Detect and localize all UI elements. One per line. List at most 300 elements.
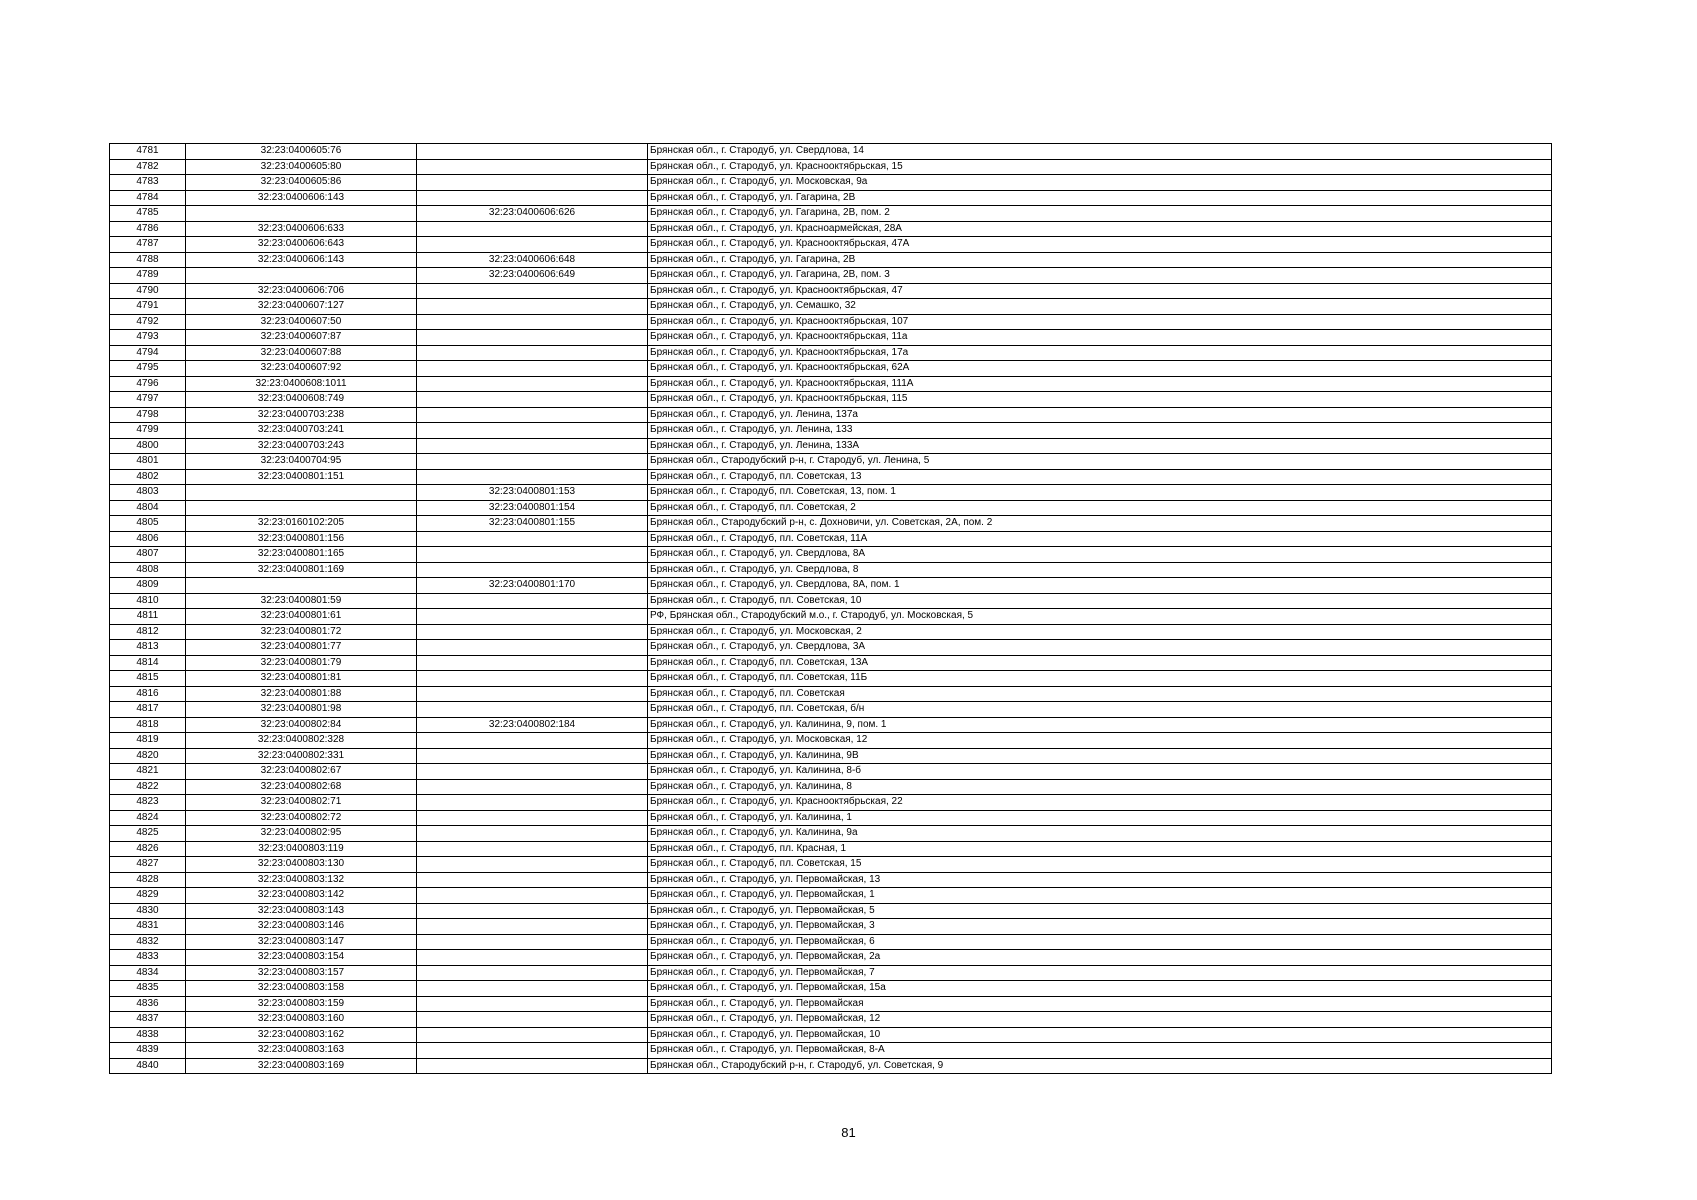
cadastral-number-cell: 32:23:0400607:127: [186, 299, 417, 315]
table-row: [110, 1012, 1552, 1028]
row-number-cell: 4797: [110, 392, 186, 408]
premises-cadastral-number-cell: [417, 655, 648, 671]
table-row: [110, 175, 1552, 191]
row-number-cell: 4785: [110, 206, 186, 222]
cadastral-number-cell: 32:23:0400801:61: [186, 609, 417, 625]
cadastral-number-cell: [186, 268, 417, 284]
address-cell: Брянская обл., г. Стародуб, ул. Краснооктябрьская, 47А: [648, 237, 1552, 253]
table-row: [110, 919, 1552, 935]
cadastral-number-cell: 32:23:0400703:243: [186, 438, 417, 454]
address-cell: Брянская обл., г. Стародуб, ул. Калинина, 9, пом. 1: [648, 717, 1552, 733]
table-row: [110, 826, 1552, 842]
premises-cadastral-number-cell: [417, 671, 648, 687]
table-row: [110, 810, 1552, 826]
cadastral-number-cell: 32:23:0400801:169: [186, 562, 417, 578]
premises-cadastral-number-cell: [417, 686, 648, 702]
cadastral-number-cell: 32:23:0400803:143: [186, 903, 417, 919]
row-number-cell: 4809: [110, 578, 186, 594]
row-number-cell: 4828: [110, 872, 186, 888]
cadastral-number-cell: 32:23:0400803:163: [186, 1043, 417, 1059]
cadastral-number-cell: 32:23:0400803:146: [186, 919, 417, 935]
premises-cadastral-number-cell: [417, 392, 648, 408]
table-row: [110, 934, 1552, 950]
premises-cadastral-number-cell: [417, 345, 648, 361]
premises-cadastral-number-cell: [417, 903, 648, 919]
cadastral-number-cell: 32:23:0400802:72: [186, 810, 417, 826]
row-number-cell: 4832: [110, 934, 186, 950]
table-row: [110, 717, 1552, 733]
cadastral-number-cell: 32:23:0400803:119: [186, 841, 417, 857]
address-cell: Брянская обл., г. Стародуб, ул. Первомайская, 1: [648, 888, 1552, 904]
premises-cadastral-number-cell: 32:23:0400801:153: [417, 485, 648, 501]
address-cell: Брянская обл., г. Стародуб, ул. Первомайская, 5: [648, 903, 1552, 919]
address-cell: Брянская обл., г. Стародуб, ул. Московская, 12: [648, 733, 1552, 749]
cadastral-number-cell: 32:23:0400801:79: [186, 655, 417, 671]
table-row: [110, 764, 1552, 780]
row-number-cell: 4839: [110, 1043, 186, 1059]
row-number-cell: 4800: [110, 438, 186, 454]
premises-cadastral-number-cell: [417, 1043, 648, 1059]
premises-cadastral-number-cell: 32:23:0400606:626: [417, 206, 648, 222]
row-number-cell: 4782: [110, 159, 186, 175]
row-number-cell: 4825: [110, 826, 186, 842]
address-cell: Брянская обл., г. Стародуб, ул. Краснооктябрьская, 115: [648, 392, 1552, 408]
premises-cadastral-number-cell: [417, 888, 648, 904]
premises-cadastral-number-cell: [417, 733, 648, 749]
premises-cadastral-number-cell: [417, 454, 648, 470]
address-cell: Брянская обл., г. Стародуб, пл. Советская, 11А: [648, 531, 1552, 547]
row-number-cell: 4792: [110, 314, 186, 330]
address-cell: Брянская обл., г. Стародуб, пл. Советская, 11Б: [648, 671, 1552, 687]
address-cell: Брянская обл., г. Стародуб, ул. Калинина, 8: [648, 779, 1552, 795]
row-number-cell: 4802: [110, 469, 186, 485]
premises-cadastral-number-cell: [417, 330, 648, 346]
cadastral-number-cell: 32:23:0400606:643: [186, 237, 417, 253]
premises-cadastral-number-cell: [417, 221, 648, 237]
cadastral-number-cell: 32:23:0400803:132: [186, 872, 417, 888]
table-row: [110, 686, 1552, 702]
premises-cadastral-number-cell: [417, 283, 648, 299]
row-number-cell: 4789: [110, 268, 186, 284]
cadastral-number-cell: 32:23:0160102:205: [186, 516, 417, 532]
cadastral-number-cell: 32:23:0400803:162: [186, 1027, 417, 1043]
premises-cadastral-number-cell: 32:23:0400606:648: [417, 252, 648, 268]
premises-cadastral-number-cell: [417, 190, 648, 206]
cadastral-number-cell: 32:23:0400607:87: [186, 330, 417, 346]
cadastral-number-cell: 32:23:0400607:88: [186, 345, 417, 361]
page-number: 81: [841, 1125, 856, 1140]
address-cell: Брянская обл., г. Стародуб, ул. Краснооктябрьская, 111А: [648, 376, 1552, 392]
cadastral-number-cell: 32:23:0400607:50: [186, 314, 417, 330]
premises-cadastral-number-cell: [417, 965, 648, 981]
cadastral-number-cell: 32:23:0400802:68: [186, 779, 417, 795]
cadastral-number-cell: [186, 578, 417, 594]
address-cell: Брянская обл., г. Стародуб, ул. Первомайская, 2а: [648, 950, 1552, 966]
row-number-cell: 4794: [110, 345, 186, 361]
row-number-cell: 4807: [110, 547, 186, 563]
row-number-cell: 4796: [110, 376, 186, 392]
cadastral-number-cell: 32:23:0400606:143: [186, 190, 417, 206]
row-number-cell: 4812: [110, 624, 186, 640]
row-number-cell: 4833: [110, 950, 186, 966]
table-row: [110, 206, 1552, 222]
cadastral-number-cell: 32:23:0400803:160: [186, 1012, 417, 1028]
cadastral-number-cell: 32:23:0400606:633: [186, 221, 417, 237]
premises-cadastral-number-cell: 32:23:0400801:154: [417, 500, 648, 516]
table-row: [110, 438, 1552, 454]
address-cell: Брянская обл., г. Стародуб, пл. Красная, 1: [648, 841, 1552, 857]
address-cell: Брянская обл., г. Стародуб, ул. Красноармейская, 28А: [648, 221, 1552, 237]
table-row: [110, 1043, 1552, 1059]
row-number-cell: 4811: [110, 609, 186, 625]
address-cell: Брянская обл., г. Стародуб, ул. Первомайская, 12: [648, 1012, 1552, 1028]
table-row: [110, 903, 1552, 919]
table-row: [110, 950, 1552, 966]
premises-cadastral-number-cell: [417, 175, 648, 191]
address-cell: Брянская обл., г. Стародуб, ул. Свердлова, 8: [648, 562, 1552, 578]
premises-cadastral-number-cell: [417, 469, 648, 485]
row-number-cell: 4818: [110, 717, 186, 733]
cadastral-number-cell: 32:23:0400801:81: [186, 671, 417, 687]
row-number-cell: 4815: [110, 671, 186, 687]
premises-cadastral-number-cell: [417, 376, 648, 392]
premises-cadastral-number-cell: [417, 1027, 648, 1043]
address-cell: Брянская обл., г. Стародуб, ул. Краснооктябрьская, 15: [648, 159, 1552, 175]
cadastral-number-cell: 32:23:0400801:88: [186, 686, 417, 702]
table-row: [110, 872, 1552, 888]
address-cell: Брянская обл., г. Стародуб, ул. Семашко, 32: [648, 299, 1552, 315]
registry-table: [109, 143, 1552, 1074]
row-number-cell: 4805: [110, 516, 186, 532]
premises-cadastral-number-cell: [417, 934, 648, 950]
address-cell: Брянская обл., г. Стародуб, пл. Советская, 13, пом. 1: [648, 485, 1552, 501]
table-row: [110, 981, 1552, 997]
cadastral-number-cell: [186, 206, 417, 222]
cadastral-number-cell: 32:23:0400704:95: [186, 454, 417, 470]
row-number-cell: 4810: [110, 593, 186, 609]
cadastral-number-cell: 32:23:0400801:59: [186, 593, 417, 609]
premises-cadastral-number-cell: [417, 593, 648, 609]
row-number-cell: 4793: [110, 330, 186, 346]
address-cell: Брянская обл., г. Стародуб, ул. Гагарина, 2В, пом. 3: [648, 268, 1552, 284]
premises-cadastral-number-cell: [417, 841, 648, 857]
cadastral-number-cell: 32:23:0400801:98: [186, 702, 417, 718]
premises-cadastral-number-cell: [417, 795, 648, 811]
address-cell: Брянская обл., г. Стародуб, ул. Краснооктябрьская, 22: [648, 795, 1552, 811]
premises-cadastral-number-cell: [417, 159, 648, 175]
address-cell: Брянская обл., г. Стародуб, ул. Калинина, 9В: [648, 748, 1552, 764]
cadastral-number-cell: 32:23:0400801:165: [186, 547, 417, 563]
row-number-cell: 4840: [110, 1058, 186, 1074]
address-cell: Брянская обл., г. Стародуб, пл. Советская, 13А: [648, 655, 1552, 671]
address-cell: Брянская обл., г. Стародуб, ул. Первомайская: [648, 996, 1552, 1012]
table-row: [110, 640, 1552, 656]
premises-cadastral-number-cell: [417, 981, 648, 997]
address-cell: Брянская обл., г. Стародуб, пл. Советская, б/н: [648, 702, 1552, 718]
address-cell: Брянская обл., г. Стародуб, ул. Калинина, 8-б: [648, 764, 1552, 780]
row-number-cell: 4804: [110, 500, 186, 516]
address-cell: Брянская обл., г. Стародуб, ул. Первомайская, 10: [648, 1027, 1552, 1043]
table-row: [110, 996, 1552, 1012]
address-cell: Брянская обл., г. Стародуб, пл. Советская: [648, 686, 1552, 702]
address-cell: Брянская обл., г. Стародуб, ул. Ленина, 133: [648, 423, 1552, 439]
cadastral-number-cell: 32:23:0400801:151: [186, 469, 417, 485]
address-cell: Брянская обл., Стародубский р-н, г. Стародуб, ул. Советская, 9: [648, 1058, 1552, 1074]
address-cell: Брянская обл., г. Стародуб, ул. Первомайская, 3: [648, 919, 1552, 935]
premises-cadastral-number-cell: [417, 361, 648, 377]
premises-cadastral-number-cell: [417, 872, 648, 888]
address-cell: Брянская обл., г. Стародуб, ул. Калинина, 1: [648, 810, 1552, 826]
premises-cadastral-number-cell: [417, 857, 648, 873]
premises-cadastral-number-cell: [417, 314, 648, 330]
cadastral-number-cell: [186, 485, 417, 501]
cadastral-number-cell: 32:23:0400803:157: [186, 965, 417, 981]
row-number-cell: 4831: [110, 919, 186, 935]
table-row: [110, 500, 1552, 516]
row-number-cell: 4813: [110, 640, 186, 656]
cadastral-number-cell: 32:23:0400803:158: [186, 981, 417, 997]
cadastral-number-cell: 32:23:0400605:76: [186, 144, 417, 160]
table-row: [110, 159, 1552, 175]
cadastral-number-cell: 32:23:0400803:159: [186, 996, 417, 1012]
cadastral-number-cell: 32:23:0400608:1011: [186, 376, 417, 392]
premises-cadastral-number-cell: [417, 950, 648, 966]
premises-cadastral-number-cell: 32:23:0400802:184: [417, 717, 648, 733]
table-row: [110, 562, 1552, 578]
row-number-cell: 4799: [110, 423, 186, 439]
row-number-cell: 4817: [110, 702, 186, 718]
table-row: [110, 624, 1552, 640]
row-number-cell: 4834: [110, 965, 186, 981]
cadastral-number-cell: 32:23:0400607:92: [186, 361, 417, 377]
row-number-cell: 4821: [110, 764, 186, 780]
premises-cadastral-number-cell: [417, 748, 648, 764]
table-row: [110, 702, 1552, 718]
row-number-cell: 4783: [110, 175, 186, 191]
cadastral-number-cell: 32:23:0400802:71: [186, 795, 417, 811]
address-cell: Брянская обл., г. Стародуб, ул. Первомайская, 8-А: [648, 1043, 1552, 1059]
row-number-cell: 4784: [110, 190, 186, 206]
table-row: [110, 268, 1552, 284]
premises-cadastral-number-cell: [417, 826, 648, 842]
table-row: [110, 392, 1552, 408]
table-row: [110, 190, 1552, 206]
table-row: [110, 314, 1552, 330]
table-row: [110, 531, 1552, 547]
premises-cadastral-number-cell: [417, 764, 648, 780]
row-number-cell: 4795: [110, 361, 186, 377]
cadastral-number-cell: 32:23:0400803:142: [186, 888, 417, 904]
table-row: [110, 593, 1552, 609]
premises-cadastral-number-cell: [417, 919, 648, 935]
address-cell: Брянская обл., г. Стародуб, ул. Первомайская, 15а: [648, 981, 1552, 997]
row-number-cell: 4829: [110, 888, 186, 904]
premises-cadastral-number-cell: [417, 144, 648, 160]
premises-cadastral-number-cell: [417, 1058, 648, 1074]
row-number-cell: 4827: [110, 857, 186, 873]
table-row: [110, 733, 1552, 749]
row-number-cell: 4816: [110, 686, 186, 702]
row-number-cell: 4788: [110, 252, 186, 268]
premises-cadastral-number-cell: [417, 423, 648, 439]
row-number-cell: 4814: [110, 655, 186, 671]
table-row: [110, 469, 1552, 485]
table-row: [110, 252, 1552, 268]
row-number-cell: 4835: [110, 981, 186, 997]
cadastral-number-cell: 32:23:0400802:67: [186, 764, 417, 780]
row-number-cell: 4808: [110, 562, 186, 578]
premises-cadastral-number-cell: [417, 640, 648, 656]
cadastral-number-cell: 32:23:0400803:147: [186, 934, 417, 950]
table-row: [110, 965, 1552, 981]
address-cell: Брянская обл., г. Стародуб, ул. Свердлова, 3А: [648, 640, 1552, 656]
table-row: [110, 376, 1552, 392]
row-number-cell: 4836: [110, 996, 186, 1012]
row-number-cell: 4787: [110, 237, 186, 253]
cadastral-number-cell: 32:23:0400801:77: [186, 640, 417, 656]
table-row: [110, 144, 1552, 160]
table-row: [110, 299, 1552, 315]
table-row: [110, 345, 1552, 361]
address-cell: Брянская обл., г. Стародуб, ул. Ленина, 133А: [648, 438, 1552, 454]
cadastral-number-cell: 32:23:0400802:95: [186, 826, 417, 842]
table-row: [110, 841, 1552, 857]
cadastral-number-cell: 32:23:0400802:331: [186, 748, 417, 764]
address-cell: Брянская обл., г. Стародуб, ул. Калинина, 9а: [648, 826, 1552, 842]
address-cell: Брянская обл., г. Стародуб, ул. Первомайская, 7: [648, 965, 1552, 981]
premises-cadastral-number-cell: 32:23:0400801:170: [417, 578, 648, 594]
table-row: [110, 857, 1552, 873]
table-row: [110, 671, 1552, 687]
address-cell: Брянская обл., г. Стародуб, ул. Гагарина, 2В: [648, 190, 1552, 206]
row-number-cell: 4830: [110, 903, 186, 919]
row-number-cell: 4801: [110, 454, 186, 470]
table-row: [110, 578, 1552, 594]
row-number-cell: 4803: [110, 485, 186, 501]
table-row: [110, 407, 1552, 423]
cadastral-number-cell: 32:23:0400606:706: [186, 283, 417, 299]
row-number-cell: 4781: [110, 144, 186, 160]
premises-cadastral-number-cell: 32:23:0400801:155: [417, 516, 648, 532]
premises-cadastral-number-cell: [417, 531, 648, 547]
premises-cadastral-number-cell: [417, 547, 648, 563]
cadastral-number-cell: 32:23:0400605:86: [186, 175, 417, 191]
row-number-cell: 4822: [110, 779, 186, 795]
address-cell: Брянская обл., г. Стародуб, ул. Первомайская, 13: [648, 872, 1552, 888]
address-cell: Брянская обл., Стародубский р-н, с. Дохновичи, ул. Советская, 2А, пом. 2: [648, 516, 1552, 532]
row-number-cell: 4786: [110, 221, 186, 237]
table-row: [110, 516, 1552, 532]
premises-cadastral-number-cell: [417, 810, 648, 826]
row-number-cell: 4790: [110, 283, 186, 299]
table-row: [110, 330, 1552, 346]
address-cell: Брянская обл., г. Стародуб, ул. Свердлова, 14: [648, 144, 1552, 160]
table-row: [110, 237, 1552, 253]
cadastral-number-cell: 32:23:0400608:749: [186, 392, 417, 408]
table-row: [110, 1058, 1552, 1074]
address-cell: Брянская обл., г. Стародуб, ул. Краснооктябрьская, 11а: [648, 330, 1552, 346]
premises-cadastral-number-cell: [417, 562, 648, 578]
address-cell: Брянская обл., г. Стародуб, ул. Московская, 2: [648, 624, 1552, 640]
table-body: [110, 144, 1552, 1074]
table-row: [110, 795, 1552, 811]
row-number-cell: 4819: [110, 733, 186, 749]
table-row: [110, 655, 1552, 671]
address-cell: Брянская обл., г. Стародуб, ул. Гагарина, 2В: [648, 252, 1552, 268]
premises-cadastral-number-cell: 32:23:0400606:649: [417, 268, 648, 284]
cadastral-number-cell: 32:23:0400803:130: [186, 857, 417, 873]
table-row: [110, 283, 1552, 299]
cadastral-number-cell: 32:23:0400605:80: [186, 159, 417, 175]
row-number-cell: 4798: [110, 407, 186, 423]
table-row: [110, 609, 1552, 625]
cadastral-number-cell: 32:23:0400703:238: [186, 407, 417, 423]
premises-cadastral-number-cell: [417, 624, 648, 640]
table-row: [110, 748, 1552, 764]
address-cell: Брянская обл., Стародубский р-н, г. Стародуб, ул. Ленина, 5: [648, 454, 1552, 470]
table-row: [110, 361, 1552, 377]
address-cell: Брянская обл., г. Стародуб, ул. Ленина, 137а: [648, 407, 1552, 423]
table-row: [110, 423, 1552, 439]
address-cell: Брянская обл., г. Стародуб, ул. Краснооктябрьская, 17а: [648, 345, 1552, 361]
premises-cadastral-number-cell: [417, 438, 648, 454]
premises-cadastral-number-cell: [417, 1012, 648, 1028]
table-row: [110, 485, 1552, 501]
row-number-cell: 4820: [110, 748, 186, 764]
premises-cadastral-number-cell: [417, 407, 648, 423]
cadastral-number-cell: 32:23:0400803:169: [186, 1058, 417, 1074]
table-row: [110, 547, 1552, 563]
cadastral-number-cell: 32:23:0400606:143: [186, 252, 417, 268]
premises-cadastral-number-cell: [417, 299, 648, 315]
cadastral-number-cell: [186, 500, 417, 516]
address-cell: Брянская обл., г. Стародуб, ул. Первомайская, 6: [648, 934, 1552, 950]
row-number-cell: 4806: [110, 531, 186, 547]
address-cell: Брянская обл., г. Стародуб, пл. Советская, 10: [648, 593, 1552, 609]
cadastral-number-cell: 32:23:0400801:72: [186, 624, 417, 640]
row-number-cell: 4837: [110, 1012, 186, 1028]
premises-cadastral-number-cell: [417, 996, 648, 1012]
address-cell: Брянская обл., г. Стародуб, ул. Свердлова, 8А, пом. 1: [648, 578, 1552, 594]
address-cell: Брянская обл., г. Стародуб, ул. Гагарина, 2В, пом. 2: [648, 206, 1552, 222]
row-number-cell: 4824: [110, 810, 186, 826]
premises-cadastral-number-cell: [417, 779, 648, 795]
address-cell: РФ, Брянская обл., Стародубский м.о., г. Стародуб, ул. Московская, 5: [648, 609, 1552, 625]
premises-cadastral-number-cell: [417, 237, 648, 253]
table-row: [110, 779, 1552, 795]
table-row: [110, 221, 1552, 237]
table-row: [110, 888, 1552, 904]
row-number-cell: 4826: [110, 841, 186, 857]
address-cell: Брянская обл., г. Стародуб, пл. Советская, 2: [648, 500, 1552, 516]
cadastral-number-cell: 32:23:0400801:156: [186, 531, 417, 547]
address-cell: Брянская обл., г. Стародуб, пл. Советская, 15: [648, 857, 1552, 873]
premises-cadastral-number-cell: [417, 609, 648, 625]
table-row: [110, 454, 1552, 470]
cadastral-number-cell: 32:23:0400802:84: [186, 717, 417, 733]
premises-cadastral-number-cell: [417, 702, 648, 718]
row-number-cell: 4791: [110, 299, 186, 315]
table-row: [110, 1027, 1552, 1043]
address-cell: Брянская обл., г. Стародуб, ул. Краснооктябрьская, 107: [648, 314, 1552, 330]
cadastral-number-cell: 32:23:0400802:328: [186, 733, 417, 749]
address-cell: Брянская обл., г. Стародуб, ул. Краснооктябрьская, 62А: [648, 361, 1552, 377]
cadastral-number-cell: 32:23:0400803:154: [186, 950, 417, 966]
address-cell: Брянская обл., г. Стародуб, ул. Свердлова, 8А: [648, 547, 1552, 563]
address-cell: Брянская обл., г. Стародуб, пл. Советская, 13: [648, 469, 1552, 485]
address-cell: Брянская обл., г. Стародуб, ул. Московская, 9а: [648, 175, 1552, 191]
row-number-cell: 4838: [110, 1027, 186, 1043]
